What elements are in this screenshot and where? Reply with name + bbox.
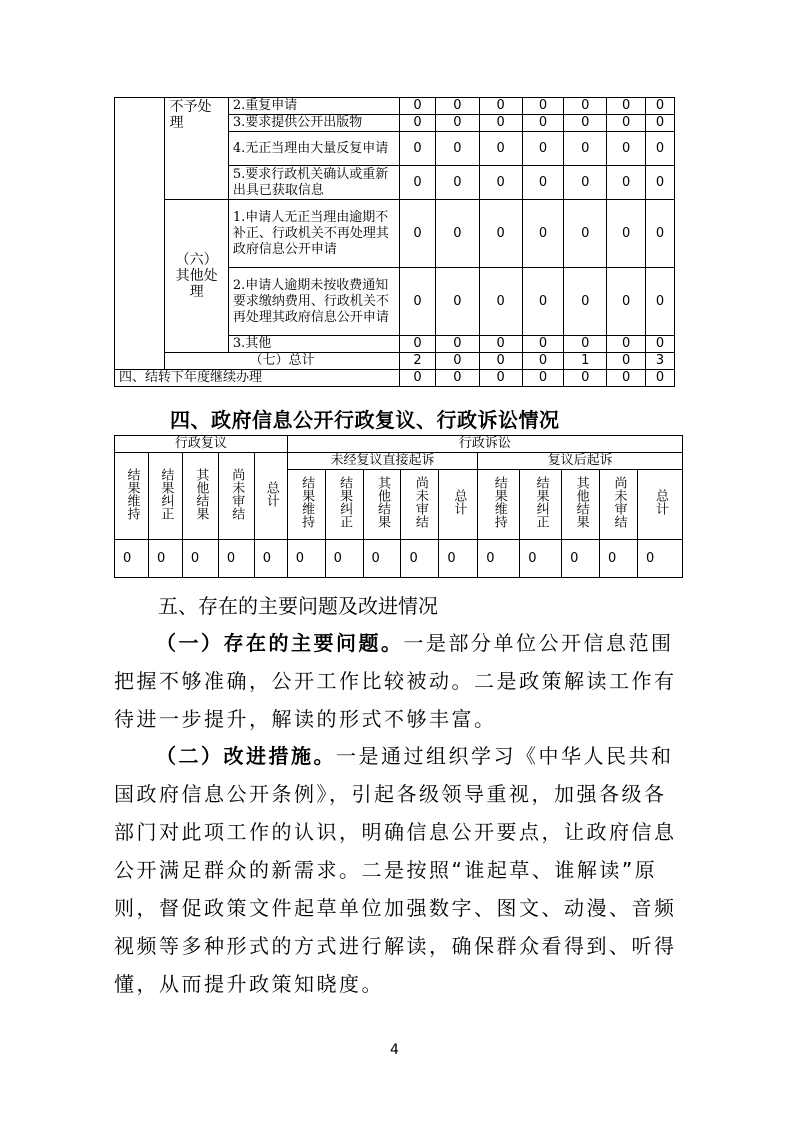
col-header: 其他结果 (562, 470, 600, 540)
value-cell: 0 (479, 200, 522, 268)
value-cell: 0 (363, 540, 401, 578)
col-header: 结果维持 (115, 453, 149, 540)
value-cell: 0 (479, 370, 522, 387)
page-number: 4 (390, 1042, 399, 1058)
value-cell: 0 (645, 115, 674, 132)
value-cell: 0 (607, 353, 646, 370)
value-cell: 0 (522, 370, 563, 387)
total-label: （七）总计 (165, 353, 399, 370)
value-cell: 0 (564, 132, 607, 166)
value-cell: 0 (399, 336, 436, 353)
col-header: 其他结果 (363, 470, 401, 540)
value-cell: 0 (607, 370, 646, 387)
value-cell: 0 (436, 268, 479, 336)
value-cell: 3 (645, 353, 674, 370)
value-cell: 0 (436, 200, 479, 268)
value-cell: 0 (564, 268, 607, 336)
value-cell: 0 (401, 540, 439, 578)
problems-paragraph (114, 624, 684, 738)
col-header: 总计 (254, 453, 287, 540)
value-cell: 0 (564, 166, 607, 200)
value-cell: 0 (399, 98, 436, 115)
value-cell: 0 (399, 115, 436, 132)
value-cell: 0 (522, 353, 563, 370)
value-cell: 0 (564, 370, 607, 387)
group-label-buyu: 不予处理 (165, 98, 228, 200)
row-label: 3.要求提供公开出版物 (228, 115, 399, 132)
value-cell: 0 (479, 98, 522, 115)
value-cell: 0 (564, 115, 607, 132)
value-cell: 0 (564, 336, 607, 353)
col-header: 尚未审结 (401, 470, 439, 540)
value-cell: 0 (520, 540, 562, 578)
value-cell: 0 (115, 540, 149, 578)
row-label: 5.要求行政机关确认或重新出具已获取信息 (228, 166, 399, 200)
value-cell: 0 (399, 132, 436, 166)
value-cell: 0 (479, 336, 522, 353)
review-litigation-table (114, 435, 683, 578)
value-cell: 0 (399, 166, 436, 200)
section5-title: 五、存在的主要问题及改进情况 (158, 594, 438, 618)
problems-text: 一是部分单位公开信息范围把握不够准确，公开工作比较被动。二是政策解读工作有待进一步提升，解读的形式不够丰富。 (114, 631, 677, 731)
value-cell: 0 (607, 115, 646, 132)
value-cell: 0 (607, 166, 646, 200)
value-cell: 0 (564, 200, 607, 268)
value-cell: 0 (436, 132, 479, 166)
row-label: 1.申请人无正当理由逾期不补正、行政机关不再处理其政府信息公开申请 (228, 200, 399, 268)
col-header: 尚未审结 (600, 470, 638, 540)
value-cell: 0 (522, 166, 563, 200)
group-label-other: （六）其他处理 (165, 200, 228, 353)
carry-label: 四、结转下年度继续办理 (115, 370, 400, 387)
value-cell: 0 (479, 166, 522, 200)
col-header: 总计 (637, 470, 682, 540)
table-row (115, 200, 675, 268)
carry-over-row (115, 370, 675, 387)
review-header: 行政复议 (115, 436, 288, 453)
value-cell: 0 (522, 132, 563, 166)
value-cell: 0 (399, 370, 436, 387)
col-header: 结果纠正 (148, 453, 182, 540)
value-cell: 0 (607, 268, 646, 336)
col-header: 总计 (439, 470, 478, 540)
value-cell: 0 (439, 540, 478, 578)
value-cell: 0 (522, 98, 563, 115)
value-cell: 0 (479, 132, 522, 166)
section4-title: 四、政府信息公开行政复议、行政诉讼情况 (170, 408, 560, 432)
value-cell: 0 (562, 540, 600, 578)
value-cell: 0 (325, 540, 363, 578)
table-row (115, 98, 675, 115)
value-cell: 1 (564, 353, 607, 370)
value-cell: 2 (399, 353, 436, 370)
value-cell: 0 (218, 540, 254, 578)
value-cell: 0 (607, 98, 646, 115)
value-cell: 0 (436, 166, 479, 200)
row-label: 2.重复申请 (228, 98, 399, 115)
col-header: 结果维持 (287, 470, 325, 540)
measures-text: 一是通过组织学习《中华人民共和国政府信息公开条例》，引起各级领导重视，加强各级各部门对此项工作的认识，明确信息公开要点，让政府信息公开满足群众的新需求。二是按照“谁起草、谁解读”原则，督促政策文件起草单位加强数字、图文、动漫、音频视频等多种形式的方式进行解读，确保群众看得到、听得懂，从而提升政策知晓度。 (114, 744, 677, 996)
value-cell: 0 (645, 166, 674, 200)
direct-suit-header: 未经复议直接起诉 (287, 453, 478, 470)
measures-paragraph (114, 737, 684, 1003)
disposal-table (114, 97, 675, 387)
col-header: 结果纠正 (325, 470, 363, 540)
value-cell: 0 (479, 353, 522, 370)
value-cell: 0 (522, 200, 563, 268)
value-cell: 0 (436, 370, 479, 387)
value-cell: 0 (399, 200, 436, 268)
table-blank-cell (115, 98, 165, 370)
value-cell: 0 (564, 98, 607, 115)
value-cell: 0 (436, 353, 479, 370)
after-review-header: 复议后起诉 (478, 453, 683, 470)
value-cell: 0 (478, 540, 520, 578)
row-label: 3.其他 (228, 336, 399, 353)
col-header: 其他结果 (182, 453, 218, 540)
litigation-header: 行政诉讼 (287, 436, 682, 453)
measures-heading: （二）改进措施。 (156, 744, 336, 768)
value-cell: 0 (254, 540, 287, 578)
value-cell: 0 (399, 268, 436, 336)
value-cell: 0 (148, 540, 182, 578)
value-cell: 0 (436, 115, 479, 132)
value-cell: 0 (287, 540, 325, 578)
value-cell: 0 (600, 540, 638, 578)
total-row (115, 353, 675, 370)
value-cell: 0 (479, 115, 522, 132)
value-cell: 0 (436, 98, 479, 115)
value-cell: 0 (182, 540, 218, 578)
value-cell: 0 (645, 370, 674, 387)
value-cell: 0 (607, 132, 646, 166)
row-label: 2.申请人逾期未按收费通知要求缴纳费用、行政机关不再处理其政府信息公开申请 (228, 268, 399, 336)
value-cell: 0 (436, 336, 479, 353)
value-cell: 0 (479, 268, 522, 336)
row-label: 4.无正当理由大量反复申请 (228, 132, 399, 166)
value-cell: 0 (522, 336, 563, 353)
value-cell: 0 (607, 336, 646, 353)
value-cell: 0 (645, 268, 674, 336)
value-cell: 0 (645, 336, 674, 353)
value-cell: 0 (637, 540, 682, 578)
value-cell: 0 (522, 268, 563, 336)
value-cell: 0 (607, 200, 646, 268)
col-header: 尚未审结 (218, 453, 254, 540)
col-header: 结果纠正 (520, 470, 562, 540)
value-cell: 0 (645, 132, 674, 166)
col-header: 结果维持 (478, 470, 520, 540)
value-cell: 0 (645, 200, 674, 268)
value-cell: 0 (645, 98, 674, 115)
problems-heading: （一）存在的主要问题。 (156, 631, 404, 655)
value-cell: 0 (522, 115, 563, 132)
